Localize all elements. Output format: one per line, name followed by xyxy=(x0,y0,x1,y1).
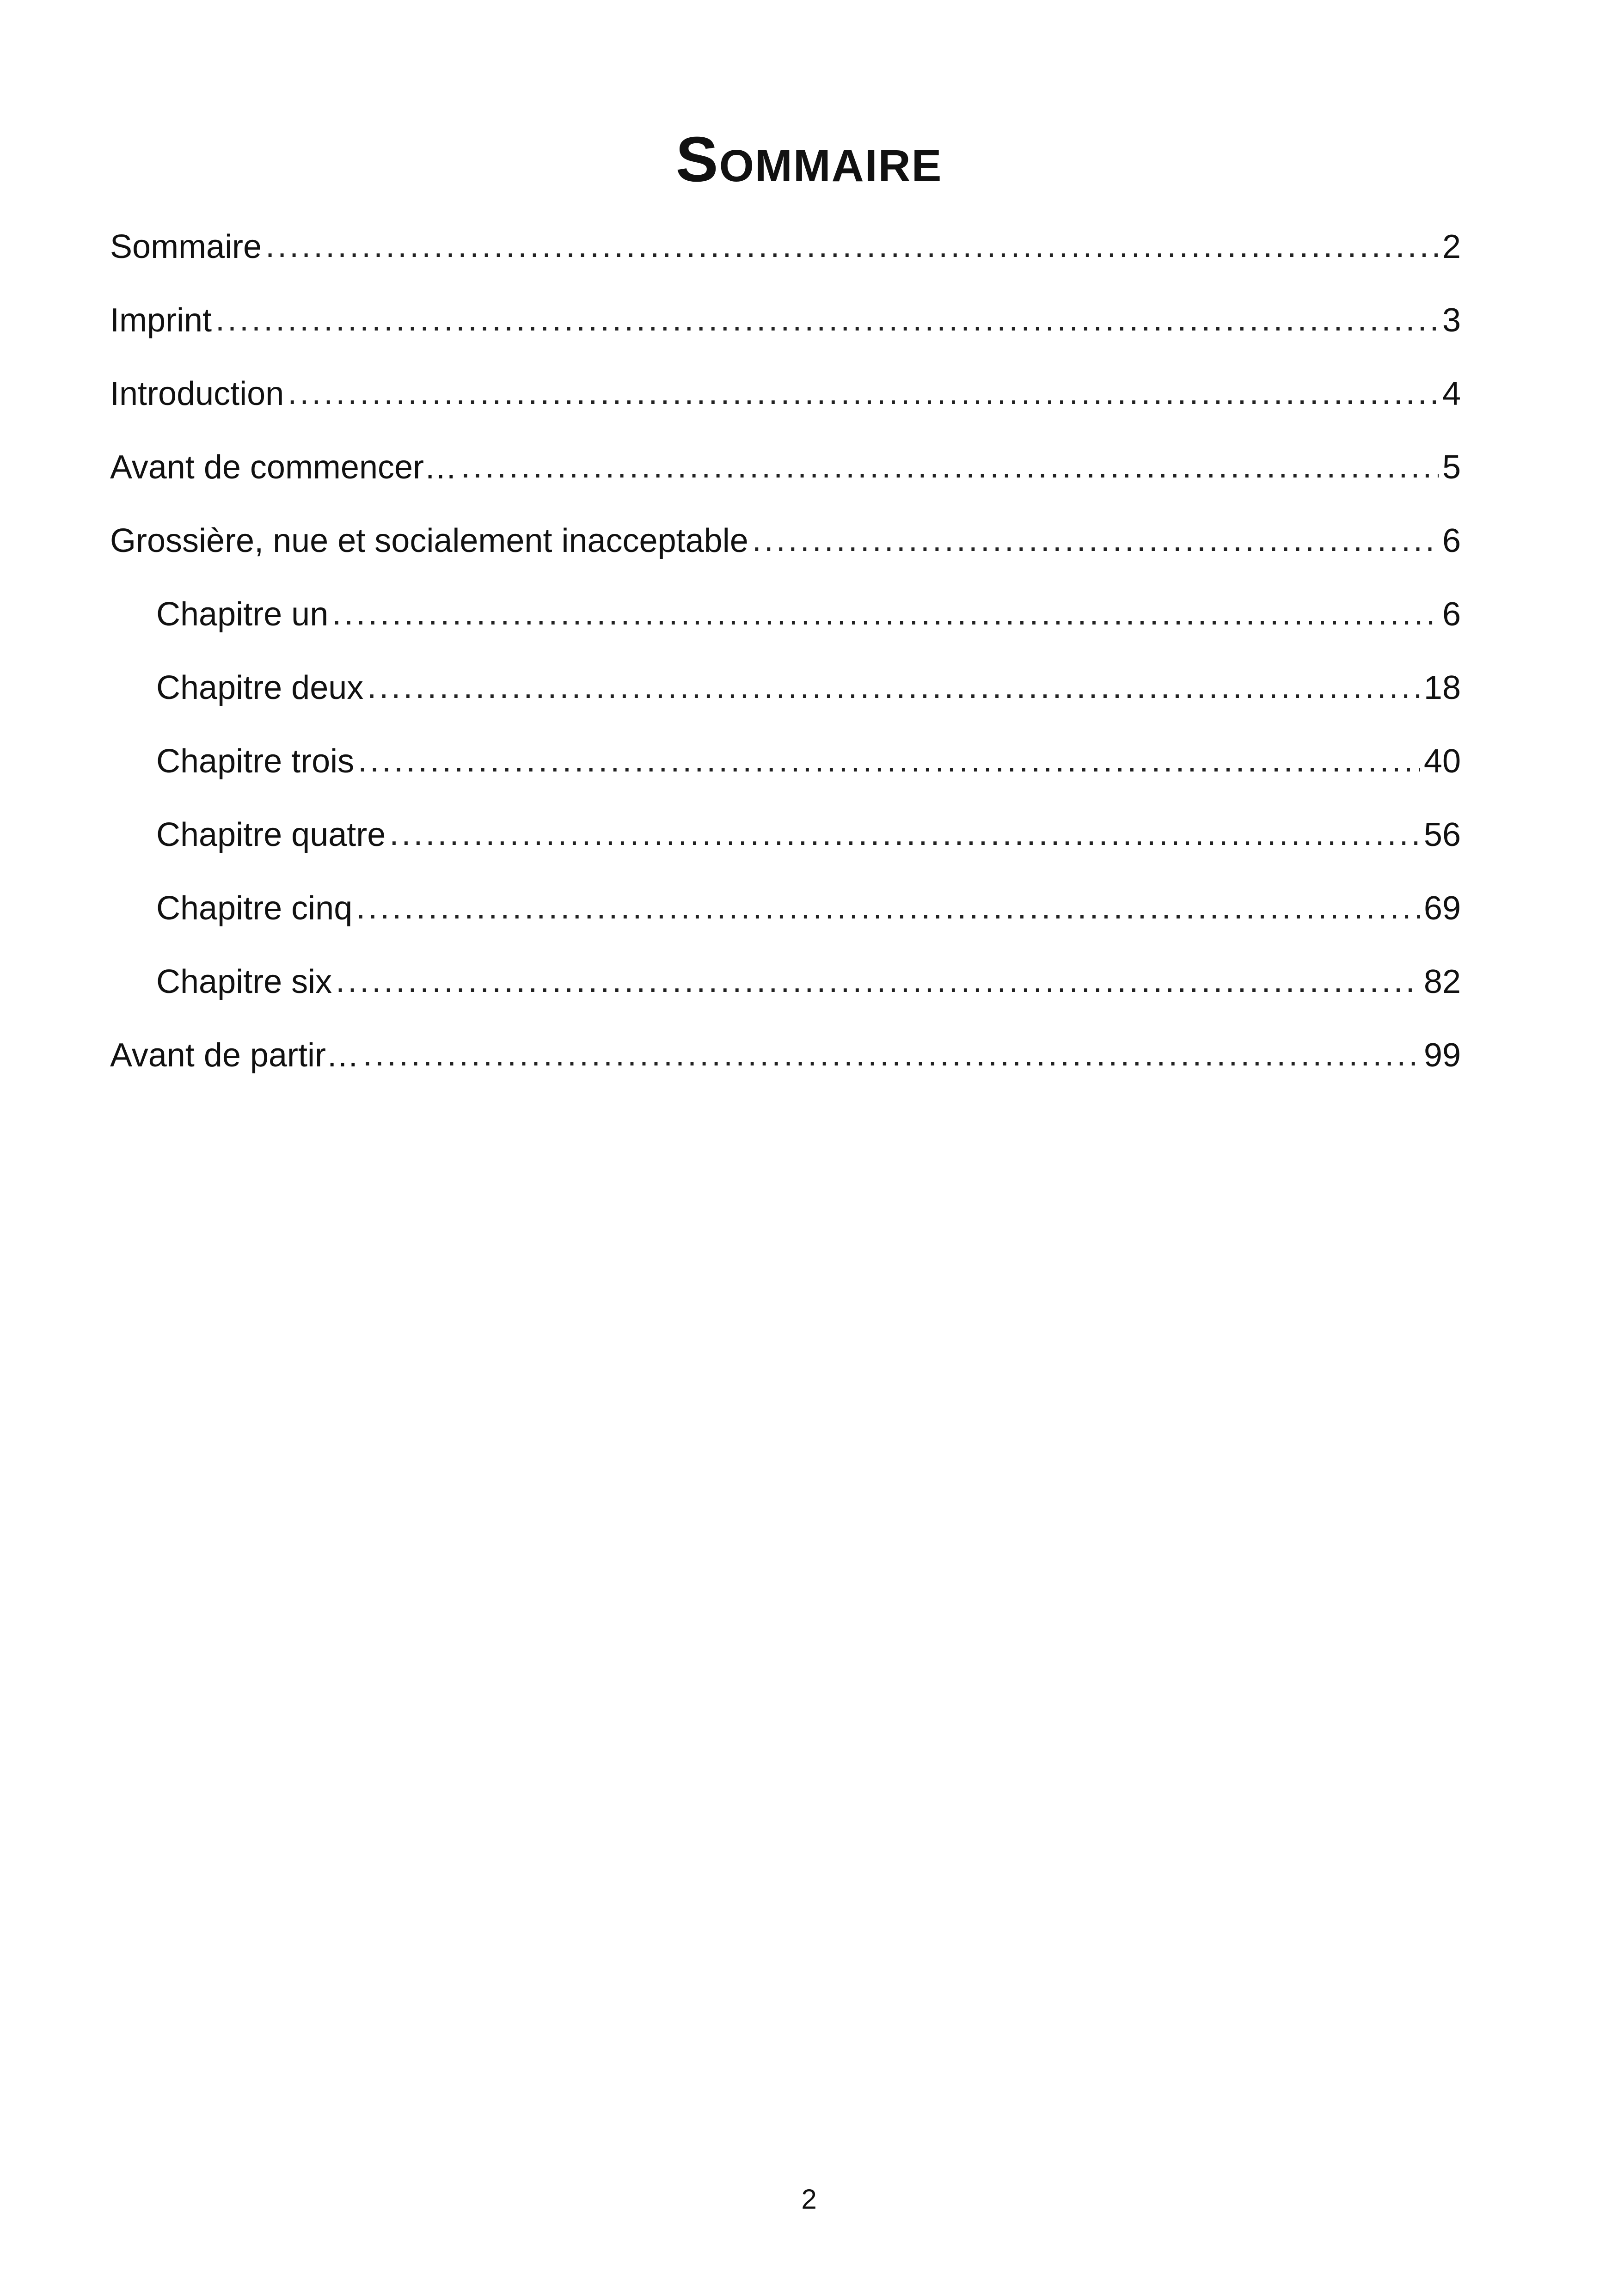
toc-entry-page: 99 xyxy=(1423,1037,1461,1074)
toc-dot-leader xyxy=(356,871,1420,944)
toc-entry-label: Chapitre six xyxy=(156,963,332,1000)
toc-entry-page: 40 xyxy=(1423,743,1461,780)
toc-entry-page: 82 xyxy=(1423,963,1461,1000)
toc-entry-page: 4 xyxy=(1442,375,1461,412)
table-of-contents xyxy=(110,210,1461,1092)
toc-dot-leader xyxy=(288,356,1439,430)
toc-entry-avant-de-partir[interactable] xyxy=(110,1019,1461,1092)
toc-entry-label: Imprint xyxy=(110,302,212,339)
toc-entry-label: Grossière, nue et socialement inacceptable xyxy=(110,522,748,559)
page-number: 2 xyxy=(801,2184,817,2215)
toc-entry-label: Introduction xyxy=(110,375,284,412)
toc-entry-label: Chapitre quatre xyxy=(156,816,386,853)
toc-dot-leader xyxy=(215,283,1439,356)
toc-entry-label: Chapitre cinq xyxy=(156,890,353,927)
toc-entry-part-one[interactable] xyxy=(110,504,1461,578)
toc-entry-page: 69 xyxy=(1423,890,1461,927)
toc-entry-chapitre-deux[interactable] xyxy=(110,651,1461,725)
page-title: Sommaire xyxy=(675,124,943,195)
toc-entry-label: Avant de partir… xyxy=(110,1037,359,1074)
toc-entry-avant-de-commencer[interactable] xyxy=(110,431,1461,504)
toc-dot-leader xyxy=(332,577,1439,650)
toc-entry-page: 6 xyxy=(1442,596,1461,633)
toc-dot-leader xyxy=(367,650,1420,724)
toc-entry-introduction[interactable] xyxy=(110,357,1461,431)
toc-entry-chapitre-quatre[interactable] xyxy=(110,798,1461,872)
toc-entry-label: Avant de commencer… xyxy=(110,449,458,486)
toc-dot-leader xyxy=(265,209,1439,283)
toc-entry-page: 18 xyxy=(1423,669,1461,706)
toc-entry-label: Chapitre deux xyxy=(156,669,364,706)
toc-entry-page: 3 xyxy=(1442,302,1461,339)
toc-entry-label: Chapitre trois xyxy=(156,743,355,780)
toc-entry-page: 5 xyxy=(1442,449,1461,486)
toc-entry-imprint[interactable] xyxy=(110,284,1461,357)
toc-entry-label: Sommaire xyxy=(110,228,262,265)
toc-dot-leader xyxy=(363,1018,1420,1091)
toc-entry-page: 6 xyxy=(1442,522,1461,559)
toc-entry-page: 56 xyxy=(1423,816,1461,853)
toc-dot-leader xyxy=(461,430,1439,503)
toc-entry-chapitre-un[interactable] xyxy=(110,578,1461,651)
toc-entry-chapitre-cinq[interactable] xyxy=(110,872,1461,945)
toc-entry-sommaire[interactable] xyxy=(110,210,1461,284)
toc-dot-leader xyxy=(752,503,1439,577)
toc-dot-leader xyxy=(336,944,1420,1018)
toc-dot-leader xyxy=(358,724,1420,797)
toc-entry-label: Chapitre un xyxy=(156,596,329,633)
toc-dot-leader xyxy=(389,797,1420,871)
toc-entry-chapitre-trois[interactable] xyxy=(110,725,1461,798)
toc-entry-chapitre-six[interactable] xyxy=(110,945,1461,1019)
toc-entry-page: 2 xyxy=(1442,228,1461,265)
